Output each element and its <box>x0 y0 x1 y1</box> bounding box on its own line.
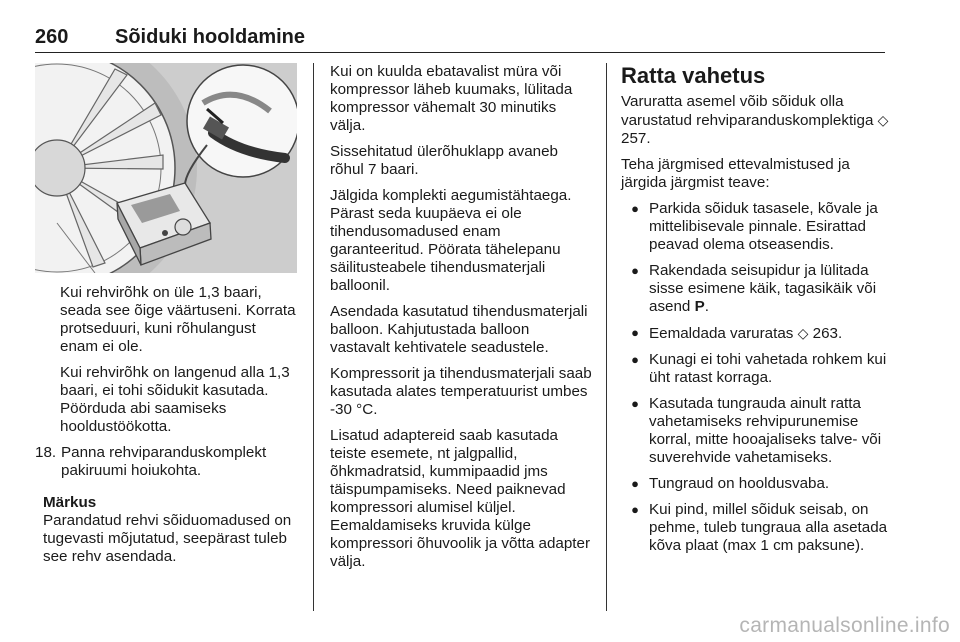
list-item <box>621 501 889 555</box>
column-divider-1 <box>313 63 314 611</box>
list-item-text <box>649 324 842 343</box>
paragraph-valve: Sissehitatud ülerõhuklapp avaneb rõhul 7 baari. <box>330 143 558 178</box>
paragraph-expiry: Jälgida komplekti aegumistähtaega. Pärast seda kuupäeva ei ole tihendusomadused enam garanteeritud. Pöörata tähelepanu säilitusteabele tihendusmaterjali balloonil. <box>330 187 572 294</box>
note-title: Märkus <box>43 494 97 511</box>
page-reference-link[interactable]: 257. <box>621 130 651 147</box>
list-item <box>621 475 889 493</box>
column-divider-2 <box>606 63 607 611</box>
paragraph-pressure-above: Kui rehvirõhk on üle 1,3 baari, seada see õige väärtuseni. Korrata protseduuri, kuni rõhulangust enam ei ole. <box>60 284 296 355</box>
column-1 <box>35 63 297 566</box>
bullet-icon: ● <box>631 263 639 278</box>
paragraph-noise: Kui on kuulda ebatavalist müra või kompressor läheb kuumaks, lülitada kompressor vähemalt 30 minutiks välja. <box>330 63 573 134</box>
watermark: carmanualsonline.info <box>739 614 950 637</box>
section-title: Ratta vahetus <box>621 63 766 88</box>
list-item-text-part: Eemaldada varuratas <box>649 325 794 342</box>
paragraph-replace: Asendada kasutatud tihendusmaterjali balloon. Kahjutustada balloon vastavalt kehtivatele seadustele. <box>330 303 588 356</box>
bullet-icon: ● <box>631 352 639 367</box>
list-item-text-end: . <box>704 298 709 315</box>
gear-position-p: P <box>694 298 705 315</box>
list-item-text: Kunagi ei tohi vahetada rohkem kui üht ratast korraga. <box>649 351 887 386</box>
step-18 <box>35 444 297 480</box>
column-2 <box>330 63 592 579</box>
intro-text: Varuratta asemel võib sõiduk olla varustatud rehviparanduskomplektiga <box>621 93 874 129</box>
page-number: 260 <box>35 26 69 48</box>
bullet-icon: ● <box>631 476 639 491</box>
list-item-text: Parkida sõiduk tasasele, kõvale ja mittelibisevale pinnale. Esirattad peavad olema otseasendis. <box>649 200 878 253</box>
bullet-icon: ● <box>631 201 639 216</box>
column-3 <box>621 63 889 563</box>
list-item <box>621 200 889 254</box>
bullet-icon: ● <box>631 396 639 411</box>
bullet-icon: ● <box>631 502 639 517</box>
page-reference-icon: ◇ <box>797 325 809 341</box>
list-item-text: Kasutada tungrauda ainult ratta vahetamiseks rehvipurunemise korral, mitte hooajaliseks talve- või suverehvide vahetamiseks. <box>649 395 882 466</box>
list-item <box>621 351 889 387</box>
paragraph-pressure-below: Kui rehvirõhk on langenud alla 1,3 baari, ei tohi sõidukit kasutada. Pöörduda abi saamiseks hooldustöökotta. <box>60 364 290 435</box>
paragraph-adapters: Lisatud adaptereid saab kasutada teiste esemete, nt jalgpallid, õhkmadratsid, kummipaadid jms täispumpamiseks. Need paiknevad kompressori alumisel küljel. Eemaldamiseks kruvida külge kompressori õhuvoolik ja võtta adapter välja. <box>330 427 591 570</box>
paragraph-preparations: Teha järgmised ettevalmistused ja järgida järgmist teave: <box>621 156 850 191</box>
paragraph-temperature: Kompressorit ja tihendusmaterjali saab kasutada alates temperatuurist umbes -30 °C. <box>330 365 592 418</box>
step-number: 18. <box>35 444 57 461</box>
page-title: Sõiduki hooldamine <box>115 26 306 48</box>
step-text: Panna rehviparanduskomplekt pakiruumi hoiukohta. <box>61 444 267 479</box>
note-body: Parandatud rehvi sõiduomadused on tugevasti mõjutatud, seepärast tuleb see rehv asendada. <box>43 512 292 565</box>
list-item-text-part: Rakendada seisupidur ja lülitada sisse esimene käik, tagasikäik või asend <box>649 262 877 315</box>
list-item <box>621 324 889 343</box>
list-item-text <box>649 262 889 316</box>
bullet-icon: ● <box>631 325 639 340</box>
list-item <box>621 262 889 316</box>
bullet-list <box>621 200 889 555</box>
list-item <box>621 395 889 467</box>
list-item-text: Tungraud on hooldusvaba. <box>649 475 830 492</box>
tire-compressor-illustration <box>35 63 297 273</box>
page-reference-link[interactable]: 263. <box>812 325 843 342</box>
paragraph-intro <box>621 93 889 148</box>
tire-compressor-icon <box>35 63 297 273</box>
list-item-text: Kui pind, millel sõiduk seisab, on pehme, tuleb tungraua alla asetada kõva plaat (max 1 cm paksune). <box>649 501 888 554</box>
page-header <box>35 26 885 53</box>
page-reference-icon: ◇ <box>877 112 889 128</box>
